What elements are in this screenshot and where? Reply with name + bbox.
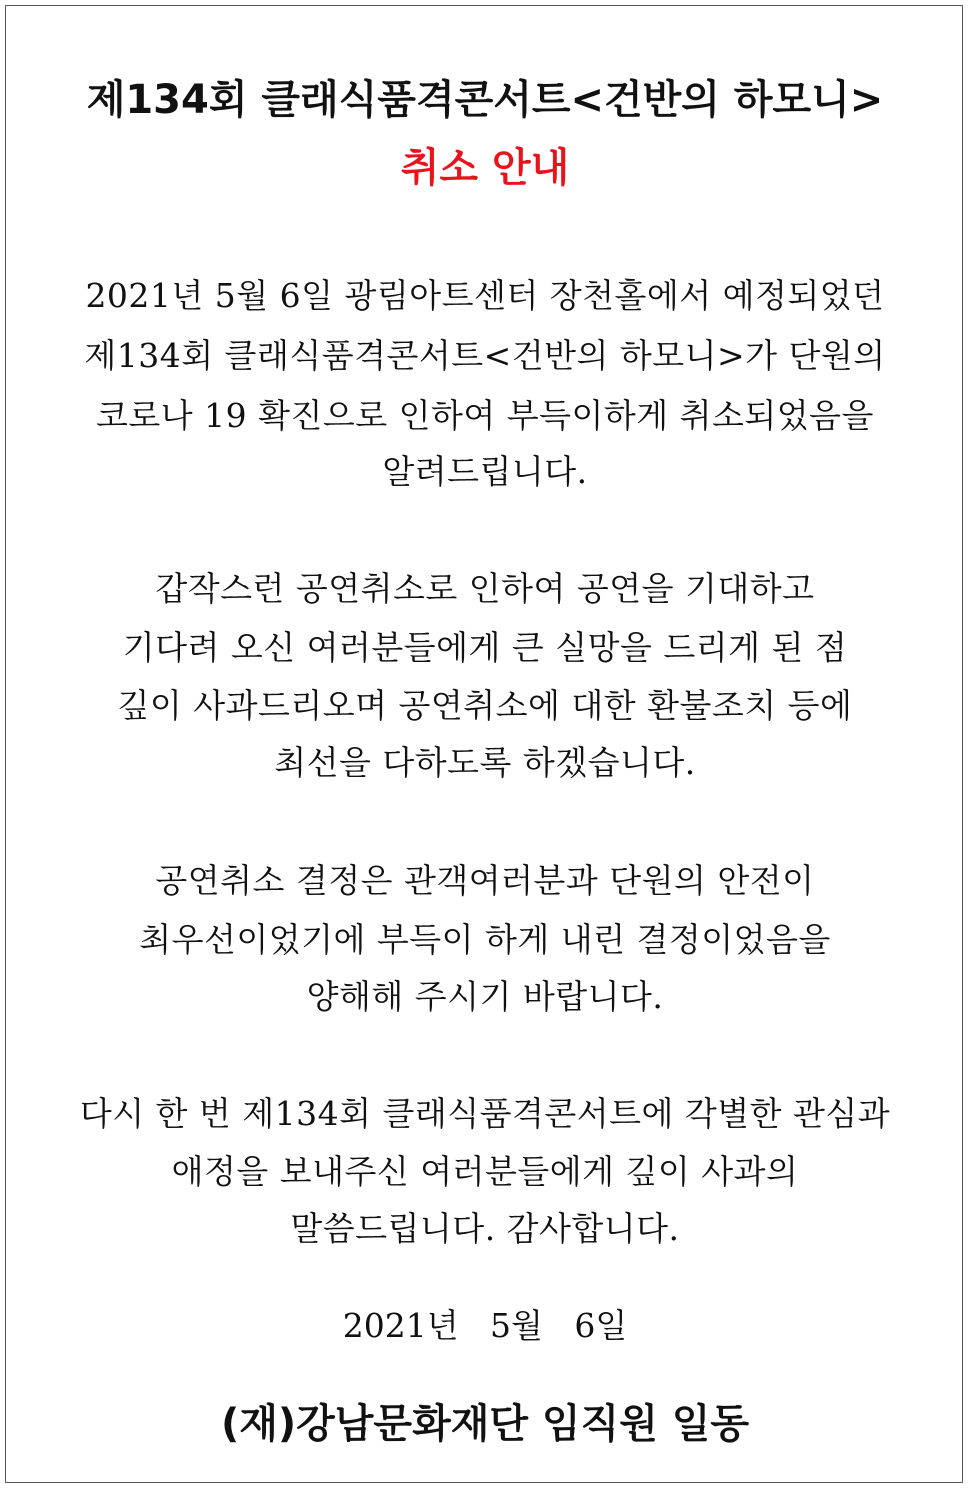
paragraph2-line3: 깊이 사과드리오며 공연취소에 대한 환불조치 등에 bbox=[117, 686, 853, 725]
notice-title: 제134회 클래식품격콘서트<건반의 하모니> bbox=[86, 77, 884, 123]
notice-subtitle: 취소 안내 bbox=[400, 145, 570, 191]
paragraph4-line1: 다시 한 번 제134회 클래식품격콘서트에 각별한 관심과 bbox=[79, 1094, 891, 1133]
paragraph4-line3: 말씀드립니다. 감사합니다. bbox=[290, 1209, 680, 1248]
paragraph1-line3: 코로나 19 확진으로 인하여 부득이하게 취소되었음을 bbox=[96, 396, 874, 435]
paragraph3-line2: 최우선이었기에 부득이 하게 내린 결정이었음을 bbox=[139, 920, 831, 959]
paragraph2-line1: 갑작스런 공연취소로 인하여 공연을 기대하고 bbox=[155, 569, 815, 608]
paragraph2-line2: 기다려 오신 여러분들에게 큰 실망을 드리게 된 점 bbox=[122, 628, 848, 667]
paragraph1-line1: 2021년 5월 6일 광림아트센터 장천홀에서 예정되었던 bbox=[85, 276, 885, 315]
paragraph3-line1: 공연취소 결정은 관객여러분과 단원의 안전이 bbox=[155, 861, 815, 900]
notice-signature: (재)강남문화재단 임직원 일동 bbox=[220, 1401, 750, 1447]
paragraph4-line2: 애정을 보내주신 여러분들에게 깊이 사과의 bbox=[171, 1152, 799, 1191]
notice-date: 2021년 5월 6일 bbox=[342, 1306, 628, 1345]
paragraph2-line4: 최선을 다하도록 하겠습니다. bbox=[274, 743, 696, 782]
paragraph1-line4: 알려드립니다. bbox=[382, 452, 588, 491]
paragraph3-line3: 양해해 주시기 바랍니다. bbox=[306, 977, 664, 1016]
paragraph1-line2: 제134회 클래식품격콘서트<건반의 하모니>가 단원의 bbox=[84, 336, 886, 375]
